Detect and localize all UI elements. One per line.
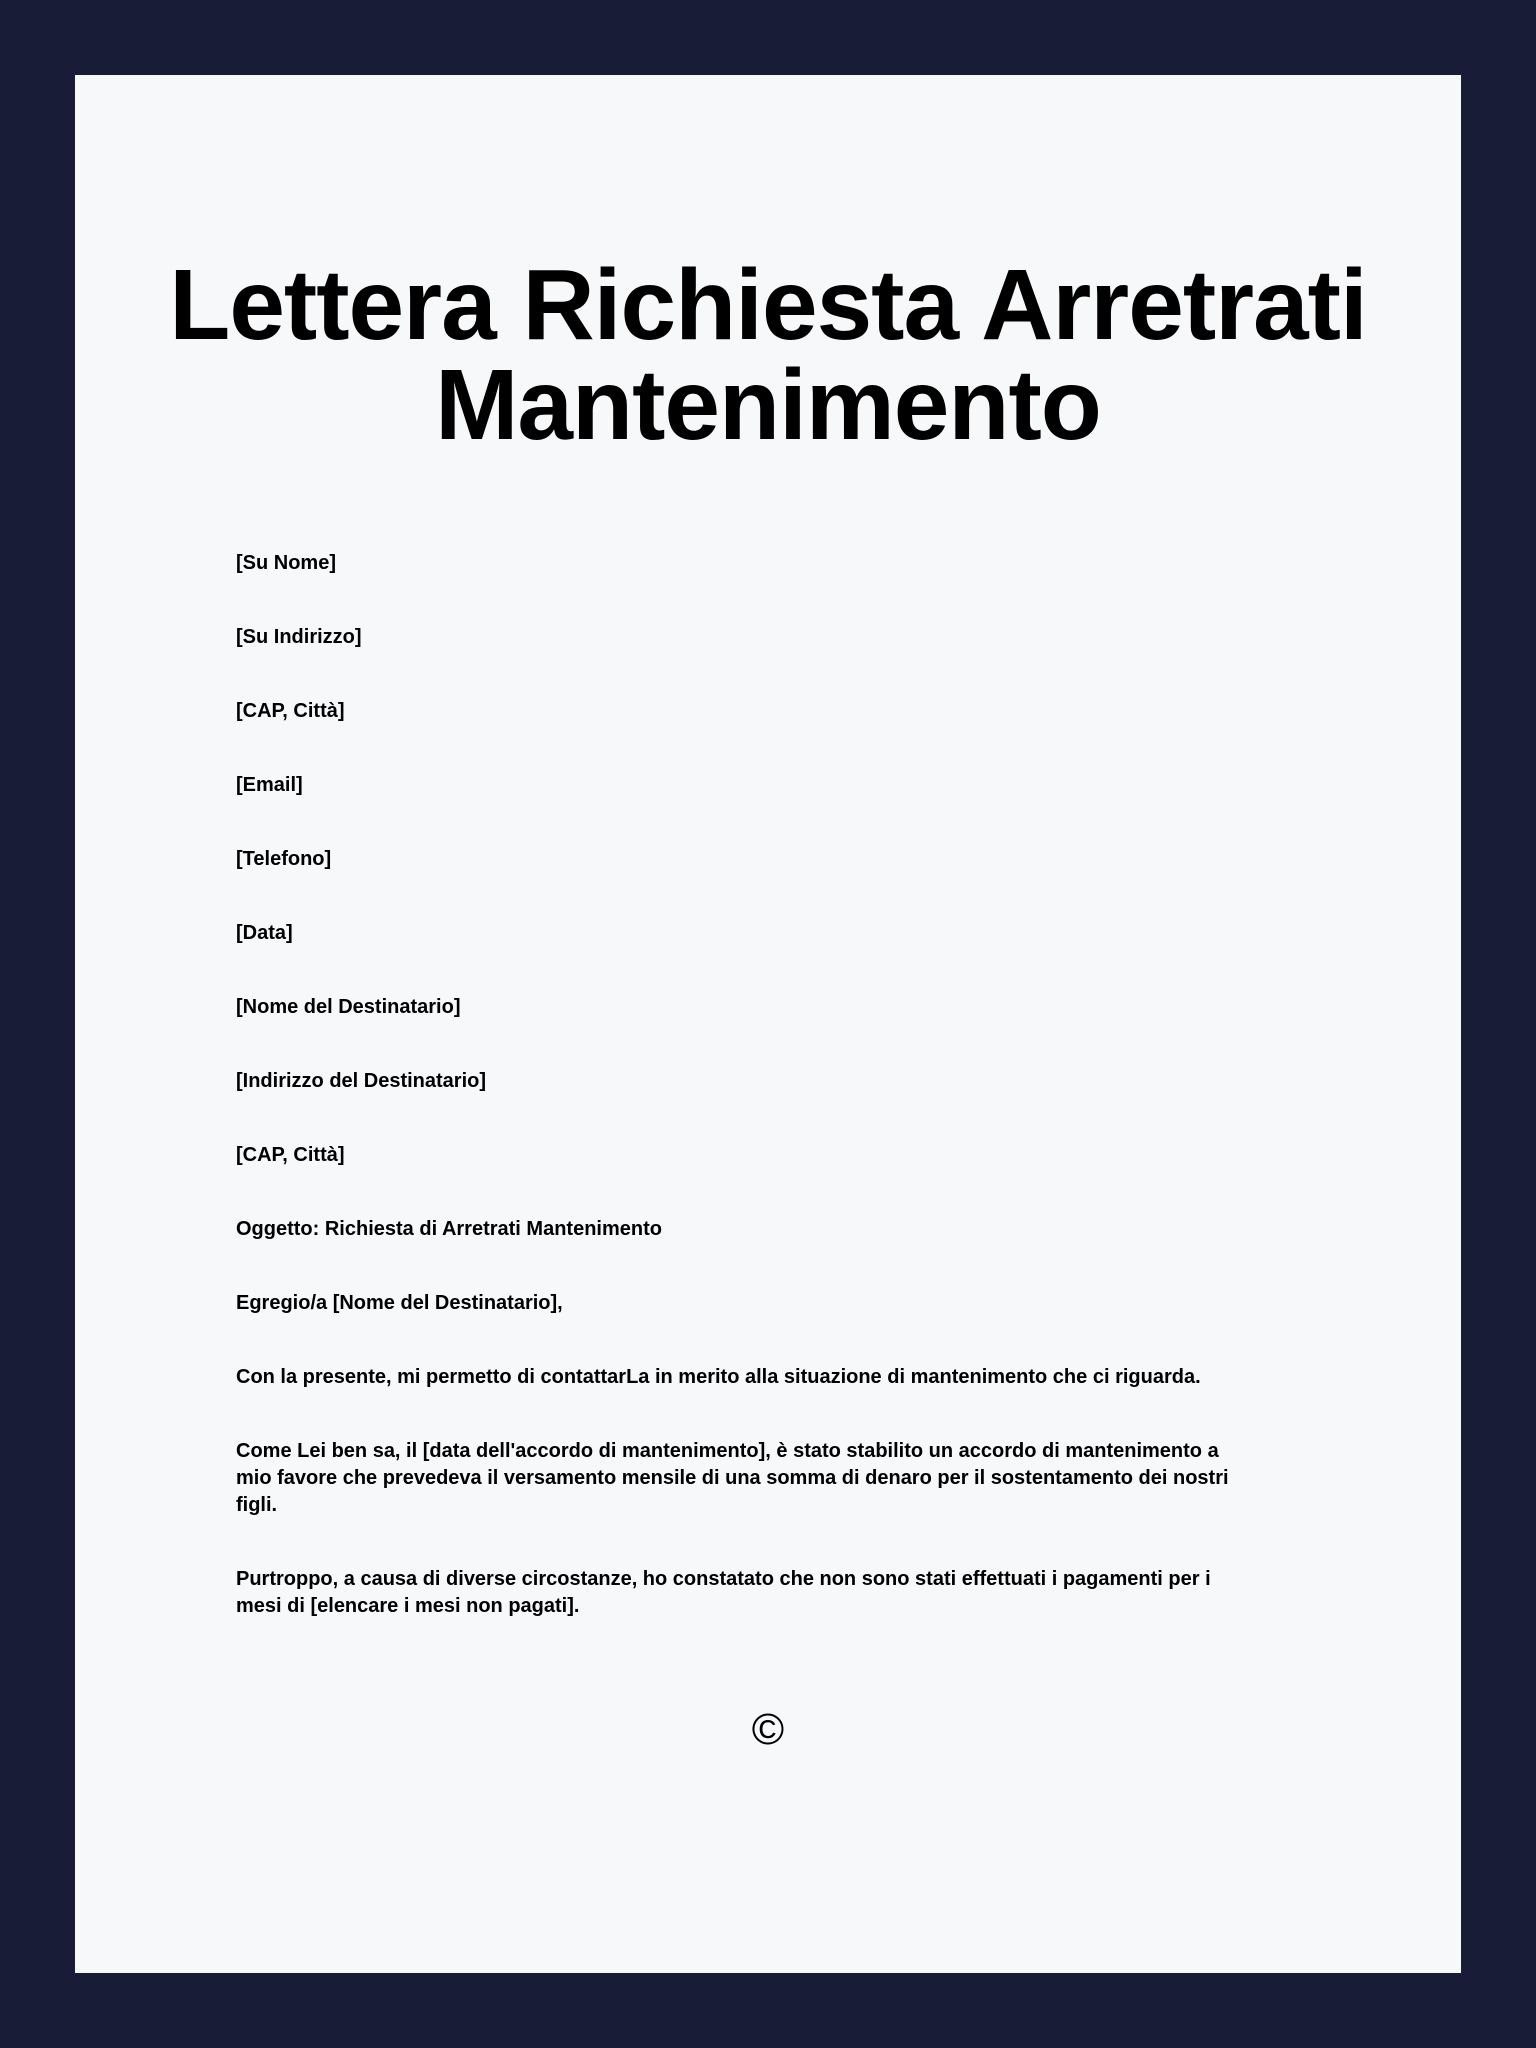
- recipient-line-city: [CAP, Città]: [236, 1144, 345, 1166]
- letter-body: [236, 550, 1256, 1620]
- sender-line-email: [Email]: [236, 774, 303, 796]
- letter-paragraph: Con la presente, mi permetto di contattarLa in merito alla situazione di mantenimento che ci riguarda.: [236, 1366, 1201, 1388]
- recipient-line-address: [Indirizzo del Destinatario]: [236, 1070, 487, 1092]
- copyright-symbol: ©: [751, 1705, 785, 1754]
- recipient-line-name: [Nome del Destinatario]: [236, 996, 461, 1018]
- sender-line-date: [Data]: [236, 922, 293, 944]
- sender-line-city: [CAP, Città]: [236, 700, 345, 722]
- letter-paragraph: Come Lei ben sa, il [data dell'accordo di mantenimento], è stato stabilito un accordo di mantenimento a mio favore che prevedeva il versamento mensile di una somma di denaro per il sostentamento dei nostri figli.: [236, 1440, 1229, 1516]
- salutation-line: Egregio/a [Nome del Destinatario],: [236, 1292, 563, 1314]
- subject-line: Oggetto: Richiesta di Arretrati Mantenimento: [236, 1218, 662, 1240]
- sender-line-address: [Su Indirizzo]: [236, 626, 362, 648]
- document-page: [75, 75, 1461, 1973]
- page-title: Lettera Richiesta Arretrati Mantenimento: [169, 249, 1367, 461]
- sender-line-phone: [Telefono]: [236, 848, 332, 870]
- sender-block: [236, 550, 1256, 947]
- recipient-block: [236, 994, 1256, 1169]
- sender-line-name: [Su Nome]: [236, 552, 336, 574]
- letter-paragraph: Purtroppo, a causa di diverse circostanze, ho constatato che non sono stati effettuati i pagamenti per i mesi di [elencare i mesi non pagati].: [236, 1568, 1211, 1617]
